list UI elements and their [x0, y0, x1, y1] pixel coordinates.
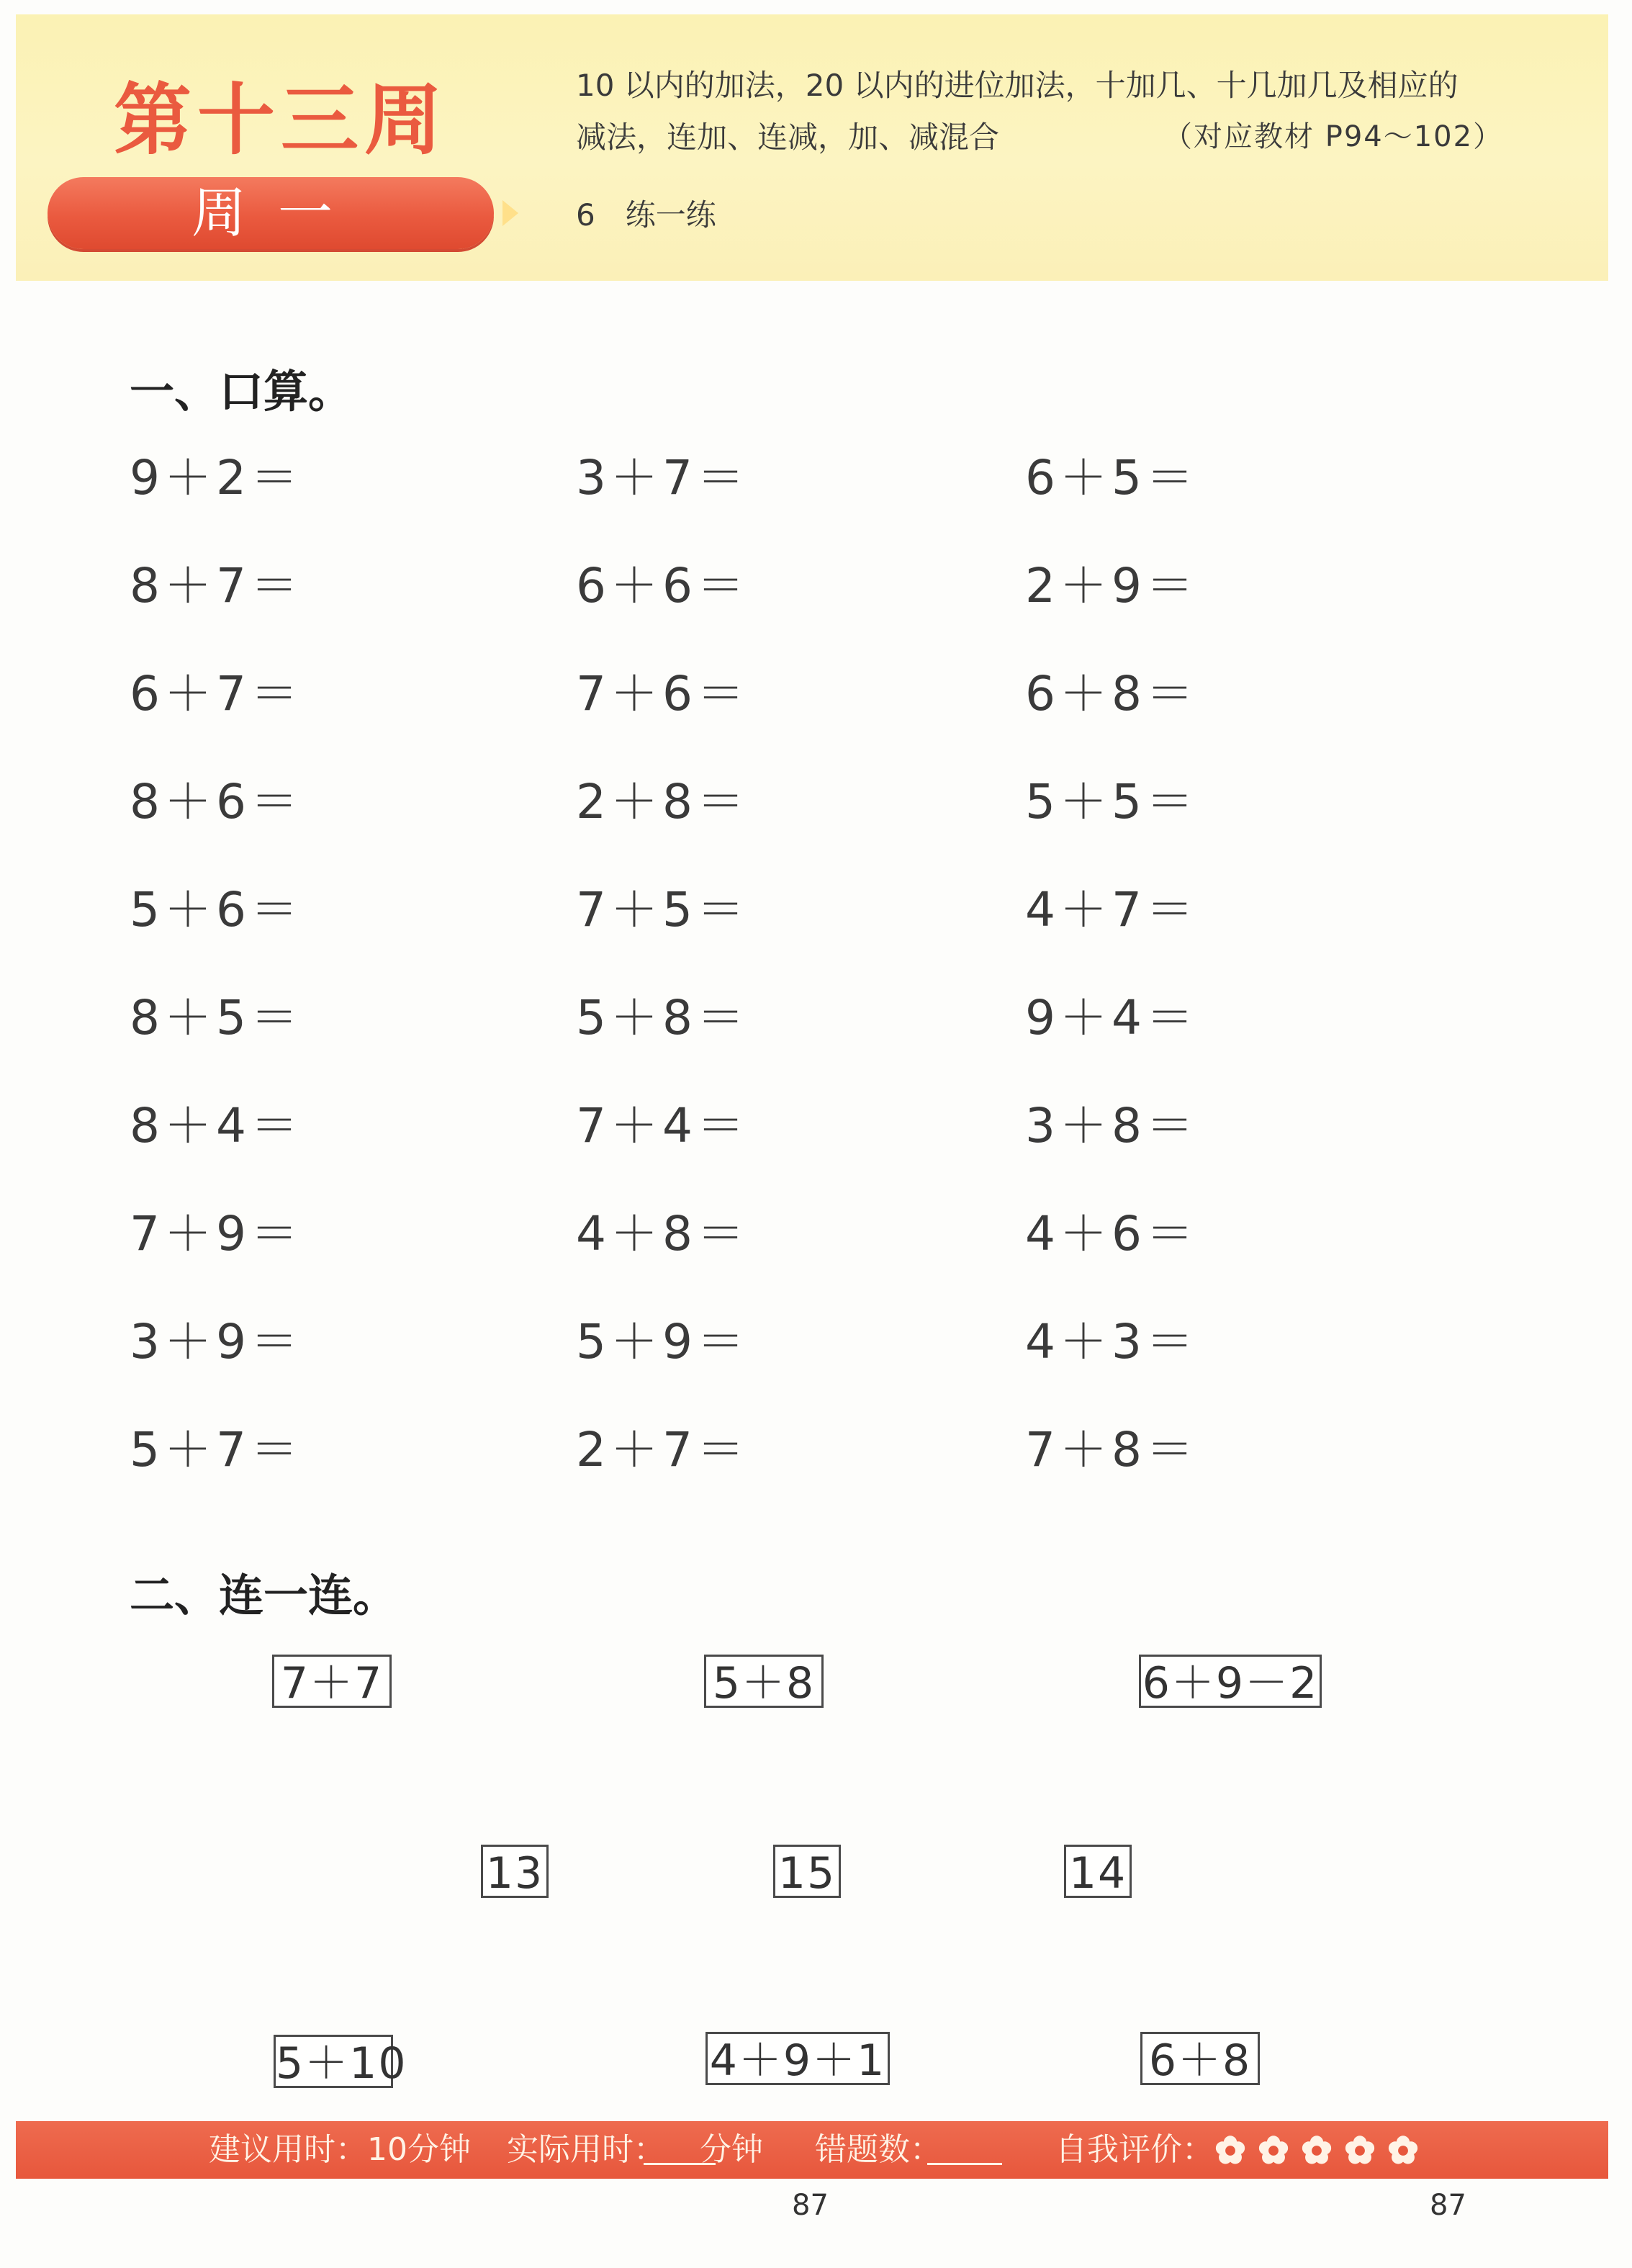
math-problem: 5＋5＝ — [1025, 774, 1198, 829]
self-eval-label: 自我评价： — [1055, 2131, 1214, 2168]
match-expression-bottom-2[interactable]: 4＋9＋1 — [705, 2032, 890, 2085]
match-expression-top-3[interactable]: 6＋9－2 — [1139, 1655, 1322, 1708]
math-problem: 6＋7＝ — [130, 666, 302, 721]
math-problem: 6＋6＝ — [576, 558, 749, 613]
flower-icon[interactable] — [1257, 2134, 1290, 2167]
math-problem: 7＋6＝ — [576, 666, 749, 721]
math-problem: 3＋8＝ — [1025, 1098, 1198, 1153]
math-problem: 4＋7＝ — [1025, 882, 1198, 937]
math-problem: 9＋4＝ — [1025, 990, 1198, 1045]
math-problem: 8＋4＝ — [130, 1098, 302, 1153]
flower-icon[interactable] — [1343, 2134, 1376, 2167]
match-expression-top-1[interactable]: 7＋7 — [272, 1655, 392, 1708]
actual-time-unit: 分钟 — [700, 2131, 763, 2168]
math-problem: 7＋9＝ — [130, 1206, 302, 1261]
math-problem: 8＋6＝ — [130, 774, 302, 829]
day-label: 周一 — [191, 181, 364, 245]
match-answer-3[interactable]: 14 — [1064, 1845, 1132, 1898]
math-problem: 3＋9＝ — [130, 1314, 302, 1369]
match-expression-bottom-1[interactable]: 5＋10 — [274, 2035, 393, 2088]
math-problem: 6＋5＝ — [1025, 450, 1198, 505]
match-answer-1[interactable]: 13 — [481, 1845, 549, 1898]
match-answer-2[interactable]: 15 — [773, 1845, 841, 1898]
math-problem: 5＋9＝ — [576, 1314, 749, 1369]
section-title-matching: 二、连一连。 — [130, 1569, 398, 1621]
match-expression-bottom-3[interactable]: 6＋8 — [1140, 2032, 1260, 2085]
math-problem: 5＋6＝ — [130, 882, 302, 937]
topic-description-line1: 10 以内的加法，20 以内的进位加法，十加几、十几加几及相应的 — [576, 68, 1459, 103]
match-expression-top-2[interactable]: 5＋8 — [704, 1655, 824, 1708]
math-problem: 7＋4＝ — [576, 1098, 749, 1153]
flower-icon[interactable] — [1387, 2134, 1420, 2167]
math-problem: 9＋2＝ — [130, 450, 302, 505]
actual-time-label: 实际用时： — [507, 2131, 665, 2168]
math-problem: 4＋6＝ — [1025, 1206, 1198, 1261]
week-title: 第十三周 — [114, 76, 448, 166]
suggested-time: 建议用时：10分钟 — [209, 2131, 471, 2168]
flower-icon[interactable] — [1214, 2134, 1247, 2167]
math-problem: 7＋5＝ — [576, 882, 749, 937]
page-number-center: 87 — [792, 2189, 829, 2222]
lesson-label: 6 练一练 — [576, 197, 716, 233]
arrow-right-icon — [502, 200, 518, 226]
math-problem: 3＋7＝ — [576, 450, 749, 505]
math-problem: 2＋8＝ — [576, 774, 749, 829]
math-problem: 4＋8＝ — [576, 1206, 749, 1261]
math-problem: 6＋8＝ — [1025, 666, 1198, 721]
math-problem: 8＋7＝ — [130, 558, 302, 613]
section-title-mental-math: 一、口算。 — [130, 365, 353, 418]
math-problem: 8＋5＝ — [130, 990, 302, 1045]
footer-band — [16, 2121, 1608, 2179]
math-problem: 2＋7＝ — [576, 1422, 749, 1477]
textbook-reference: （对应教材 P94～102） — [1163, 120, 1504, 153]
day-badge — [48, 177, 494, 249]
math-problem: 7＋8＝ — [1025, 1422, 1198, 1477]
flower-icon[interactable] — [1300, 2134, 1333, 2167]
error-count-label: 错题数： — [815, 2131, 942, 2168]
page-number-right: 87 — [1430, 2189, 1466, 2222]
math-problem: 5＋7＝ — [130, 1422, 302, 1477]
error-count-blank[interactable] — [927, 2163, 1002, 2165]
math-problem: 4＋3＝ — [1025, 1314, 1198, 1369]
math-problem: 2＋9＝ — [1025, 558, 1198, 613]
math-problem: 5＋8＝ — [576, 990, 749, 1045]
topic-description-line2: 减法，连加、连减，加、减混合 — [576, 120, 1000, 155]
